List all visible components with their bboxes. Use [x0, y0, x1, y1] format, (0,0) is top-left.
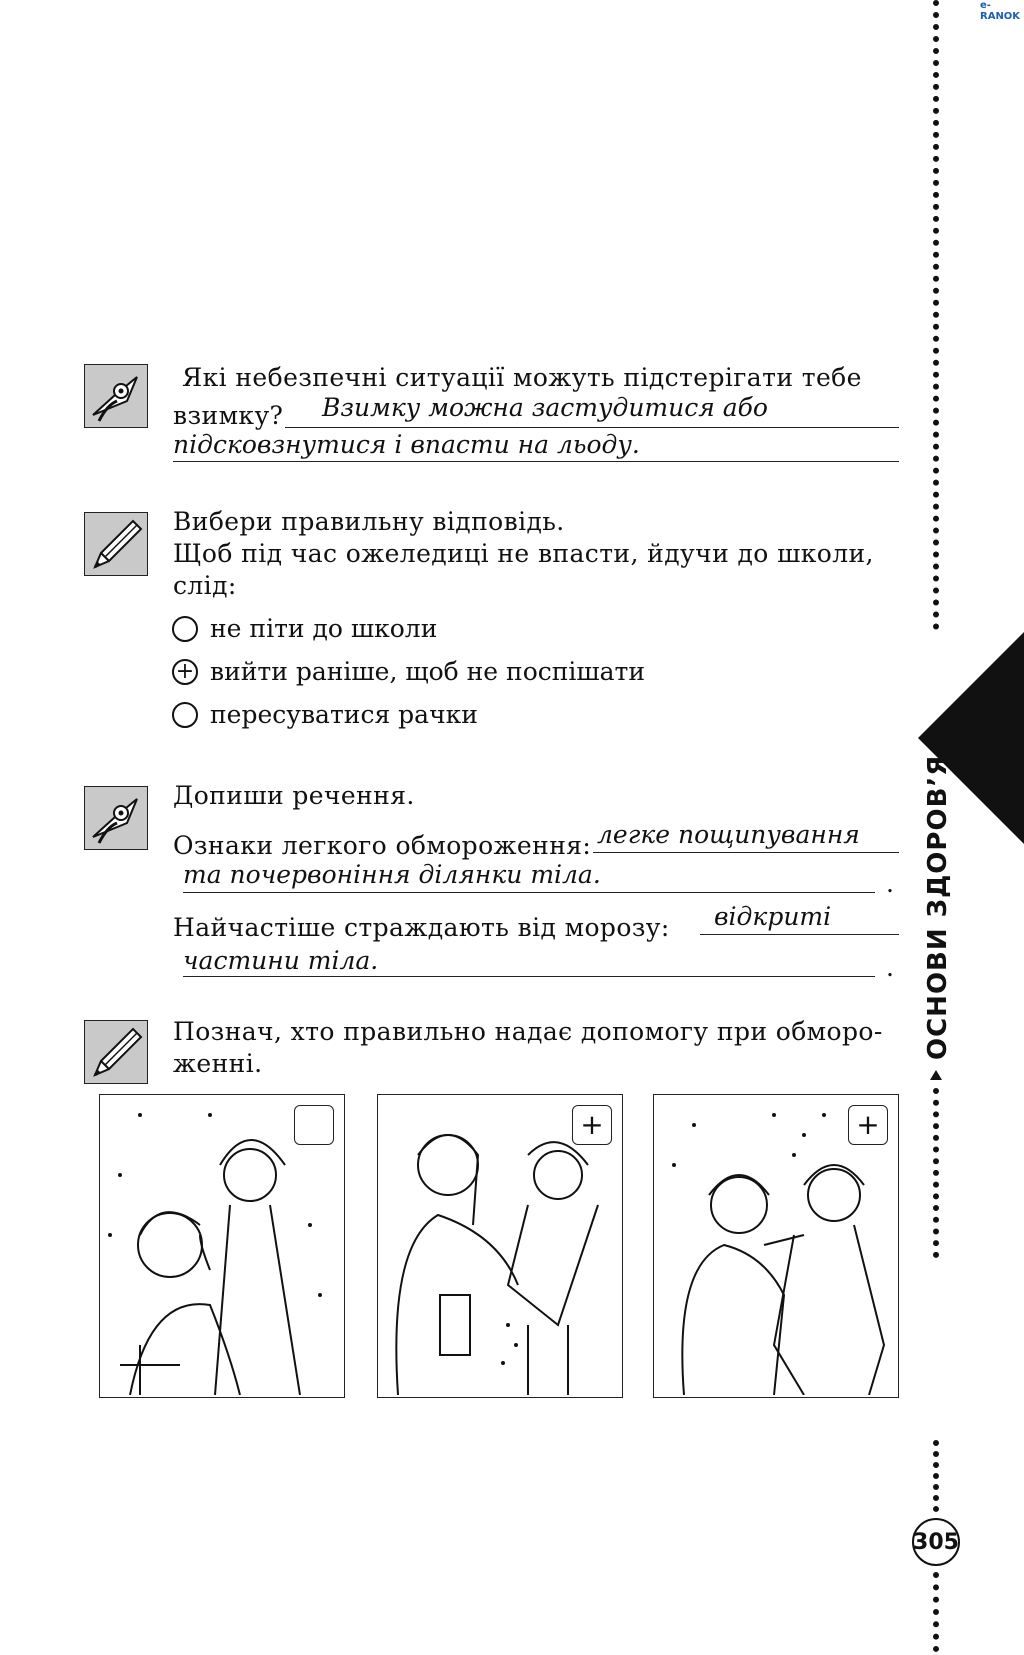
answer-line: [593, 852, 899, 853]
checkbox-mark[interactable]: [294, 1105, 334, 1145]
compass-icon: [84, 364, 148, 428]
pencil-icon: [84, 1020, 148, 1084]
illustration-panel-3: [653, 1094, 899, 1398]
compass-icon: [84, 786, 148, 850]
answer-line: [285, 427, 899, 428]
answer-line: [700, 934, 899, 935]
sentence2-answer-2: частини тіла.: [183, 946, 379, 975]
page-number: 305: [912, 1518, 960, 1566]
task1-answer-1: Взимку можна застудитися або: [322, 393, 768, 422]
sentence1-answer-1: легке пощипування: [597, 820, 860, 849]
illustration-panel-1: [99, 1094, 345, 1398]
publisher-logo: e-RANOK: [980, 0, 1021, 22]
task3-instruction: Допиши речення.: [173, 781, 415, 810]
option-1[interactable]: [172, 614, 437, 643]
task2-question-1: Щоб під час ожеледиці не впасти, йдучи до школи,: [173, 539, 874, 568]
option-label: не піти до школи: [210, 614, 438, 643]
sentence1-answer-2: та почервоніння ділянки тіла.: [183, 860, 601, 889]
answer-line: [173, 461, 899, 462]
option-label: вийти раніше, щоб не поспішати: [210, 657, 646, 686]
task4-instruction-1: Познач, хто правильно надає допомогу при обморо-: [173, 1017, 883, 1046]
sentence2-period: .: [886, 953, 895, 982]
task1-answer-2: підсковзнутися і впасти на льоду.: [173, 430, 640, 459]
checkbox-mark[interactable]: +: [572, 1105, 612, 1145]
arrow-icon: [930, 1070, 942, 1080]
option-3[interactable]: [172, 700, 478, 729]
answer-line: [183, 976, 875, 977]
sentence2-prefix: Найчастіше страждають від морозу:: [173, 913, 670, 942]
section-label: ОСНОВИ ЗДОРОВ’Я: [923, 754, 953, 1060]
pencil-icon: [84, 512, 148, 576]
sentence1-period: .: [886, 869, 895, 898]
radio-circle[interactable]: [172, 702, 198, 728]
answer-line: [183, 892, 875, 893]
dotted-border-bottom-2: [933, 1572, 945, 1652]
option-2[interactable]: [172, 657, 645, 686]
task4-instruction-2: женні.: [173, 1049, 263, 1078]
sentence2-answer-1: відкриті: [714, 902, 832, 931]
dotted-border-middle: [933, 1088, 945, 1258]
task2-question-2: слід:: [173, 571, 237, 600]
task2-instruction: Вибери правильну відповідь.: [173, 507, 565, 536]
illustration-panel-2: [377, 1094, 623, 1398]
option-label: пересуватися рачки: [210, 700, 478, 729]
task1-question: Які небезпечні ситуації можуть підстерігати тебе: [182, 363, 862, 392]
radio-circle-checked[interactable]: +: [172, 659, 198, 685]
task1-question-cont: взимку?: [173, 401, 284, 430]
radio-circle[interactable]: [172, 616, 198, 642]
dotted-border-bottom: [933, 1440, 945, 1512]
sentence1-prefix: Ознаки легкого обмороження:: [173, 831, 592, 860]
checkbox-mark[interactable]: +: [848, 1105, 888, 1145]
dotted-border-top: [933, 0, 945, 630]
